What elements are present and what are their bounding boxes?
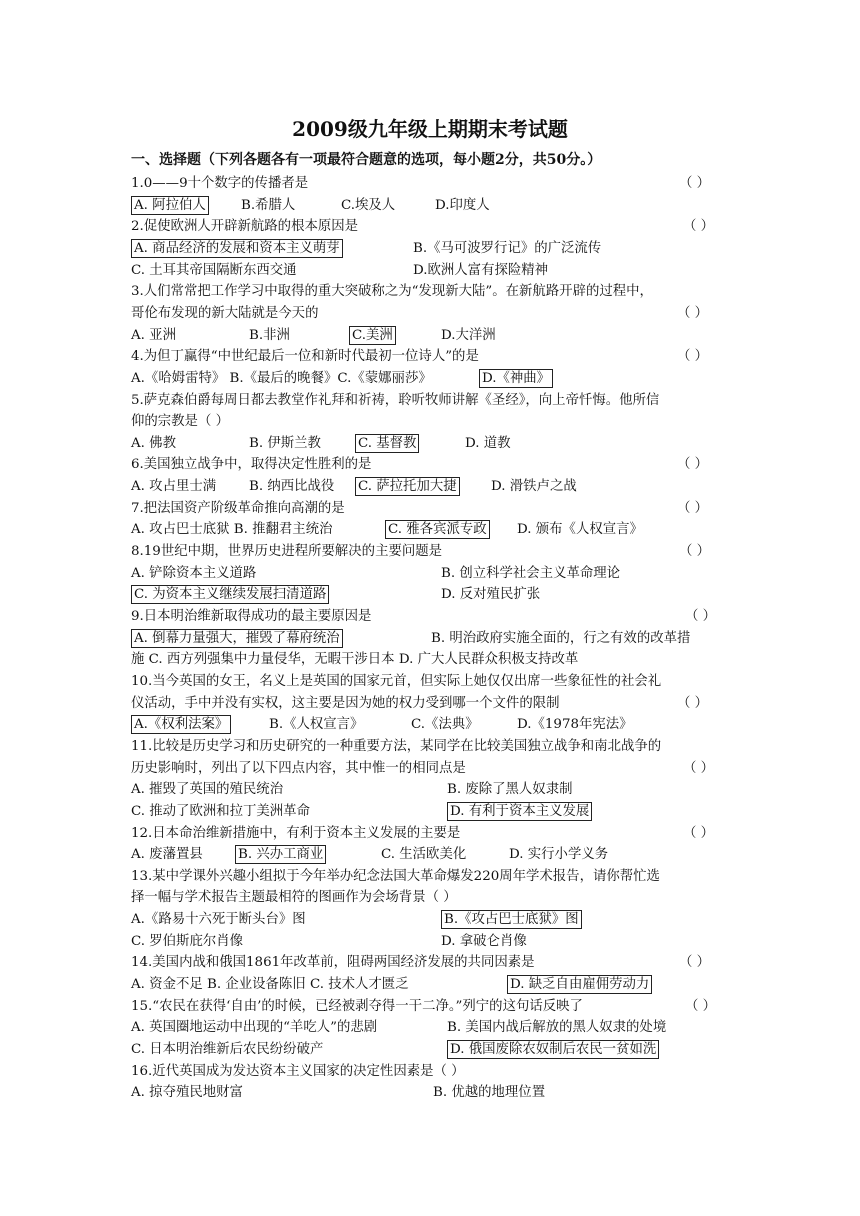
text-segment: 9.日本明治维新取得成功的最主要原因是: [131, 609, 372, 624]
marked-answer: D. 俄国废除农奴制后农民一贫如洗: [447, 1040, 659, 1059]
text-segment: B. 纳西比战役: [249, 479, 335, 495]
text-segment: 10.当今英国的女王，名义上是英国的国家元首，但实际上她仅仅出席一些象征性的社会礼: [131, 673, 662, 689]
text-segment: 13.某中学课外兴趣小组拟于今年举办纪念法国大革命爆发220周年学术报告，请你帮忙选: [131, 868, 660, 884]
text-line: [131, 671, 731, 693]
text-segment: B.《马可波罗行记》的广泛流传: [413, 240, 602, 256]
text-line: [131, 519, 731, 541]
text-line: [131, 628, 731, 650]
text-line: [131, 952, 731, 974]
text-line: [131, 887, 731, 909]
text-segment: A. 攻占巴士底狱 B. 推翻君主统治: [131, 522, 333, 538]
text-segment: B. 伊斯兰教: [249, 435, 321, 451]
text-segment: 5.萨克森伯爵每周日都去教堂作礼拜和祈祷，聆听牧师讲解《圣经》，向上帝忏悔。他所信: [131, 392, 660, 408]
text-segment: A. 摧毁了英国的殖民统治: [131, 782, 284, 798]
text-segment: C. 推动了欧洲和拉丁美洲革命: [131, 803, 310, 819]
text-line: [131, 844, 731, 866]
text-segment: （ ）: [679, 176, 711, 191]
text-line: [131, 1061, 731, 1083]
text-line: [131, 974, 731, 996]
marked-answer: D. 有利于资本主义发展: [447, 802, 592, 821]
text-line: [131, 714, 731, 736]
page-title: 2009级九年级上期期末考试题: [292, 117, 568, 141]
text-segment: B. 废除了黑人奴隶制: [447, 782, 573, 798]
text-segment: D. 滑铁卢之战: [491, 479, 577, 495]
text-segment: A. 铲除资本主义道路: [131, 565, 257, 581]
text-line: [131, 216, 731, 238]
text-line: [131, 736, 731, 758]
text-line: [131, 476, 731, 498]
marked-answer: A. 倒幕力量强大，摧毁了幕府统治: [131, 629, 343, 648]
marked-answer: D. 缺乏自由雇佣劳动力: [507, 975, 652, 994]
marked-answer: C. 雅各宾派专政: [385, 520, 490, 539]
text-segment: B. 创立科学社会主义革命理论: [441, 565, 621, 581]
text-segment: B.《人权宣言》: [269, 717, 364, 733]
text-segment: D. 颁布《人权宣言》: [517, 522, 643, 538]
text-line: [131, 238, 731, 260]
text-line: [131, 281, 731, 303]
text-segment: 14.美国内战和俄国1861年改革前，阻碍两国经济发展的共同因素是: [131, 955, 535, 971]
text-segment: 8.19世纪中期，世界历史进程所要解决的主要问题是: [131, 544, 443, 560]
text-line: [131, 433, 731, 455]
text-line: [131, 866, 731, 888]
text-segment: C. 罗伯斯庇尔肖像: [131, 933, 244, 949]
text-line: [131, 649, 731, 671]
text-segment: B. 优越的地理位置: [433, 1085, 546, 1101]
marked-answer: B. 兴办工商业: [235, 845, 326, 864]
text-segment: （ ）: [677, 500, 709, 516]
text-line: [131, 346, 731, 368]
text-segment: 11.比较是历史学习和历史研究的一种重要方法，某同学在比较美国独立战争和南北战争的: [131, 738, 662, 754]
text-segment: 2.促使欧洲人开辟新航路的根本原因是: [131, 219, 359, 235]
text-segment: （ ）: [677, 695, 709, 711]
text-segment: 施 C. 西方列强集中力量侵华，无暇干涉日本 D. 广大人民群众积极支持改革: [131, 652, 579, 668]
text-segment: 哥伦布发现的新大陆就是今天的: [131, 305, 319, 321]
text-segment: （ ）: [683, 219, 715, 235]
text-line: [131, 411, 731, 433]
text-segment: D.欧洲人富有探险精神: [413, 262, 549, 278]
text-segment: 12.日本命治维新措施中，有利于资本主义发展的主要是: [131, 825, 461, 841]
text-segment: （ ）: [683, 825, 715, 841]
text-segment: （ ）: [683, 760, 715, 776]
text-line: [131, 801, 731, 823]
text-line: [131, 1082, 731, 1104]
marked-answer: A. 阿拉伯人: [131, 196, 209, 215]
text-segment: A. 亚洲: [131, 327, 176, 343]
text-line: [131, 1039, 731, 1061]
text-segment: B.非洲: [249, 327, 290, 343]
marked-answer: C. 基督教: [355, 434, 419, 453]
text-segment: D. 实行小学义务: [509, 847, 609, 863]
text-segment: （ ）: [685, 998, 717, 1014]
marked-answer: C. 萨拉托加大捷: [355, 477, 460, 496]
text-segment: 15.“农民在获得‘自由’的时候，已经被剥夺得一干二净。”列宁的这句话反映了: [131, 998, 583, 1014]
text-segment: A. 英国圈地运动中出现的“羊吃人”的悲剧: [131, 1020, 378, 1036]
marked-answer: D.《神曲》: [479, 369, 553, 388]
text-segment: 4.为但丁赢得“中世纪最后一位和新时代最初一位诗人”的是: [131, 349, 479, 365]
text-line: [131, 368, 731, 390]
text-segment: 择一幅与学术报告主题最相符的图画作为会场背景（ ）: [131, 890, 457, 906]
text-segment: A. 攻占里士满: [131, 479, 217, 495]
text-segment: 3.人们常常把工作学习中取得的重大突破称之为“发现新大陆”。在新航路开辟的过程中，: [131, 284, 653, 300]
text-segment: B. 明治政府实施全面的，行之有效的改革措: [431, 630, 691, 646]
text-line: [131, 325, 731, 347]
text-segment: D.印度人: [435, 197, 490, 213]
text-line: [131, 195, 731, 217]
text-segment: D. 拿破仑肖像: [441, 933, 527, 949]
text-segment: （ ）: [677, 305, 709, 321]
text-line: [131, 693, 731, 715]
text-line: [131, 1017, 731, 1039]
text-segment: 仪活动，手中并没有实权，这主要是因为她的权力受到哪一个文件的限制: [131, 695, 560, 711]
text-line: [131, 303, 731, 325]
text-segment: （ ）: [677, 457, 709, 473]
text-segment: C.埃及人: [341, 197, 396, 213]
marked-answer: C. 为资本主义继续发展扫清道路: [131, 585, 329, 604]
text-segment: C. 土耳其帝国隔断东西交通: [131, 262, 297, 278]
text-line: [131, 584, 731, 606]
text-line: [131, 606, 731, 628]
text-segment: C.《法典》: [411, 717, 479, 733]
text-line: [131, 563, 731, 585]
marked-answer: C.美洲: [349, 326, 396, 345]
text-segment: D.大洋洲: [441, 327, 496, 343]
text-line: [131, 260, 731, 282]
text-segment: A.《哈姆雷特》 B.《最后的晚餐》C.《蒙娜丽莎》: [131, 370, 432, 386]
marked-answer: A. 商品经济的发展和资本主义萌芽: [131, 239, 343, 258]
text-line: [131, 823, 731, 845]
text-segment: C. 日本明治维新后农民纷纷破产: [131, 1042, 324, 1057]
text-segment: （ ）: [679, 544, 711, 560]
text-line: [131, 390, 731, 412]
text-line: [131, 909, 731, 931]
text-segment: （ ）: [679, 955, 711, 971]
text-line: [131, 173, 731, 195]
text-line: [131, 996, 731, 1018]
text-segment: （ ）: [677, 349, 709, 365]
text-line: [131, 498, 731, 520]
text-segment: （ ）: [685, 609, 717, 624]
text-segment: 7.把法国资产阶级革命推向高潮的是: [131, 500, 345, 516]
text-segment: A. 佛教: [131, 435, 176, 451]
text-line: [131, 454, 731, 476]
text-segment: D.《1978年宪法》: [517, 717, 633, 733]
text-segment: 6.美国独立战争中，取得决定性胜利的是: [131, 457, 372, 473]
text-line: [131, 931, 731, 953]
section-heading: 一、选择题（下列各题各有一项最符合题意的选项，每小题2分，共50分。）: [131, 152, 602, 168]
text-line: [131, 779, 731, 801]
text-line: [131, 541, 731, 563]
text-segment: C. 生活欧美化: [381, 847, 467, 863]
text-segment: D. 反对殖民扩张: [441, 587, 541, 603]
text-segment: B. 美国内战后解放的黑人奴隶的处境: [447, 1020, 667, 1036]
text-segment: A. 资金不足 B. 企业设备陈旧 C. 技术人才匮乏: [131, 977, 409, 993]
text-segment: A.《路易十六死于断头台》图: [131, 912, 306, 928]
text-segment: 1.0——9十个数字的传播者是: [131, 176, 309, 191]
text-segment: 16.近代英国成为发达资本主义国家的决定性因素是（ ）: [131, 1063, 465, 1079]
text-segment: D. 道教: [465, 435, 511, 451]
text-segment: B.希腊人: [241, 197, 296, 213]
text-segment: 仰的宗教是（ ）: [131, 414, 229, 430]
text-segment: A. 掠夺殖民地财富: [131, 1085, 243, 1101]
text-line: [131, 758, 731, 780]
marked-answer: A.《权利法案》: [131, 715, 231, 734]
text-segment: 历史影响时，列出了以下四点内容，其中惟一的相同点是: [131, 760, 466, 776]
marked-answer: B.《攻占巴士底狱》图: [441, 910, 582, 929]
text-segment: A. 废藩置县: [131, 847, 203, 863]
